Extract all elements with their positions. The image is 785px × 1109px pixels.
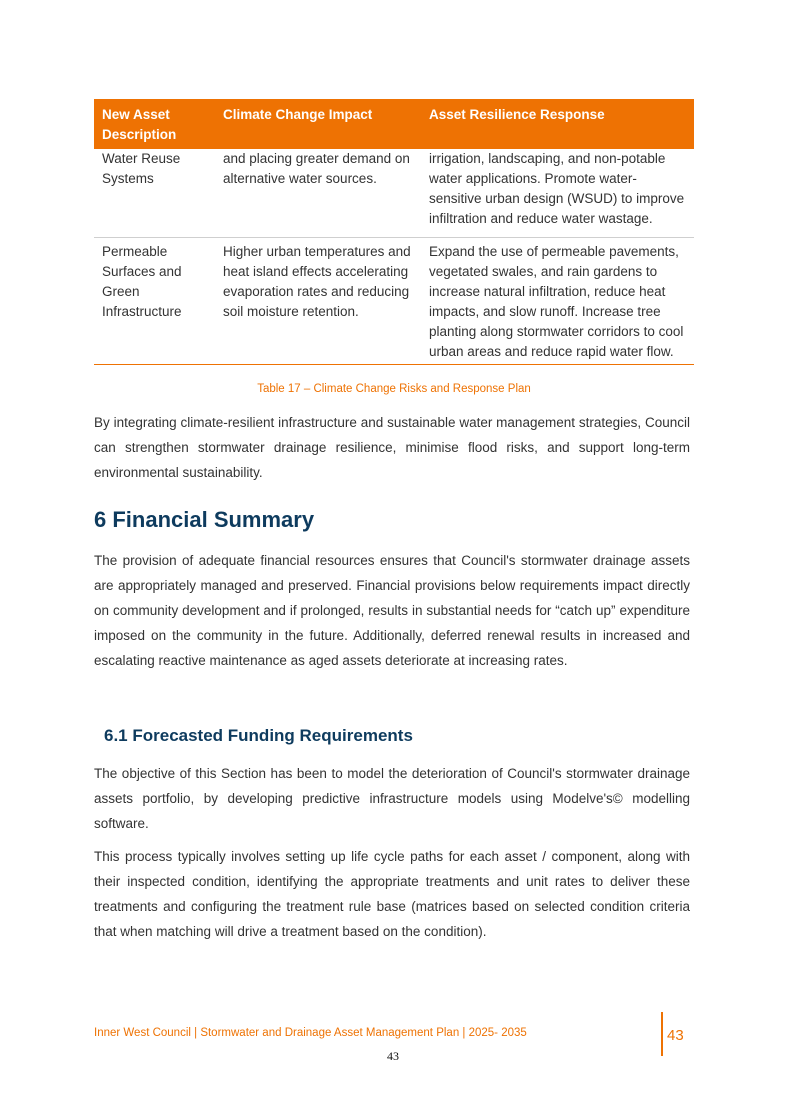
table-cell-asset: Water Reuse Systems	[94, 149, 215, 238]
table-cell-impact: Higher urban temperatures and heat island effects accelerating evaporation rates and reducing soil moisture retention.	[215, 238, 421, 365]
table-row	[94, 238, 694, 365]
table-cell-response: Expand the use of permeable pavements, vegetated swales, and rain gardens to increase natural infiltration, reduce heat impacts, and slow runoff. Increase tree planting along stormwater corridors to cool urban areas and reduce rapid water flow.	[421, 238, 694, 365]
table-row	[94, 149, 694, 238]
table-cell-response: irrigation, landscaping, and non-potable water applications. Promote water-sensitive urban design (WSUD) to improve infiltration and reduce water wastage.	[421, 149, 694, 238]
subsection-paragraph-2: This process typically involves setting up life cycle paths for each asset / component, along with their inspected condition, identifying the appropriate treatments and unit rates to deliver these treatments and configuring the treatment rule base (matrices based on selected condition criteria that when matching will drive a treatment based on the condition).	[94, 849, 690, 939]
table-caption: Table 17 – Climate Change Risks and Response Plan	[257, 383, 531, 395]
footer-title: Inner West Council | Stormwater and Drainage Asset Management Plan | 2025- 2035	[94, 1027, 527, 1039]
bottom-page-number: 43	[387, 1049, 399, 1063]
column-header-impact: Climate Change Impact	[215, 99, 421, 149]
section-heading: 6 Financial Summary	[94, 507, 315, 532]
subsection-paragraph-1: The objective of this Section has been to model the deterioration of Council's stormwater drainage assets portfolio, by developing predictive infrastructure models using Modelve's© modelling software.	[94, 766, 690, 831]
table-cell-asset: Permeable Surfaces and Green Infrastructure	[94, 238, 215, 365]
subsection-heading: 6.1 Forecasted Funding Requirements	[104, 726, 413, 745]
footer-divider	[661, 1012, 663, 1056]
footer-page-number: 43	[667, 1027, 684, 1044]
table-header-row	[94, 99, 694, 149]
column-header-response: Asset Resilience Response	[421, 99, 694, 149]
intro-paragraph: By integrating climate-resilient infrastructure and sustainable water management strategies, Council can strengthen stormwater drainage resilience, minimise flood risks, and support long-term environmental sustainability.	[94, 415, 690, 480]
section-paragraph: The provision of adequate financial resources ensures that Council's stormwater drainage assets are appropriately managed and preserved. Financial provisions below requirements impact directly on community development and if prolonged, results in substantial needs for “catch up” expenditure imposed on the community in the future. Additionally, deferred renewal results in increased and escalating reactive maintenance as aged assets deteriorate at increasing rates.	[94, 553, 690, 668]
column-header-asset: New Asset Description	[94, 99, 215, 149]
table-cell-impact: and placing greater demand on alternative water sources.	[215, 149, 421, 238]
climate-risk-table	[94, 99, 694, 365]
